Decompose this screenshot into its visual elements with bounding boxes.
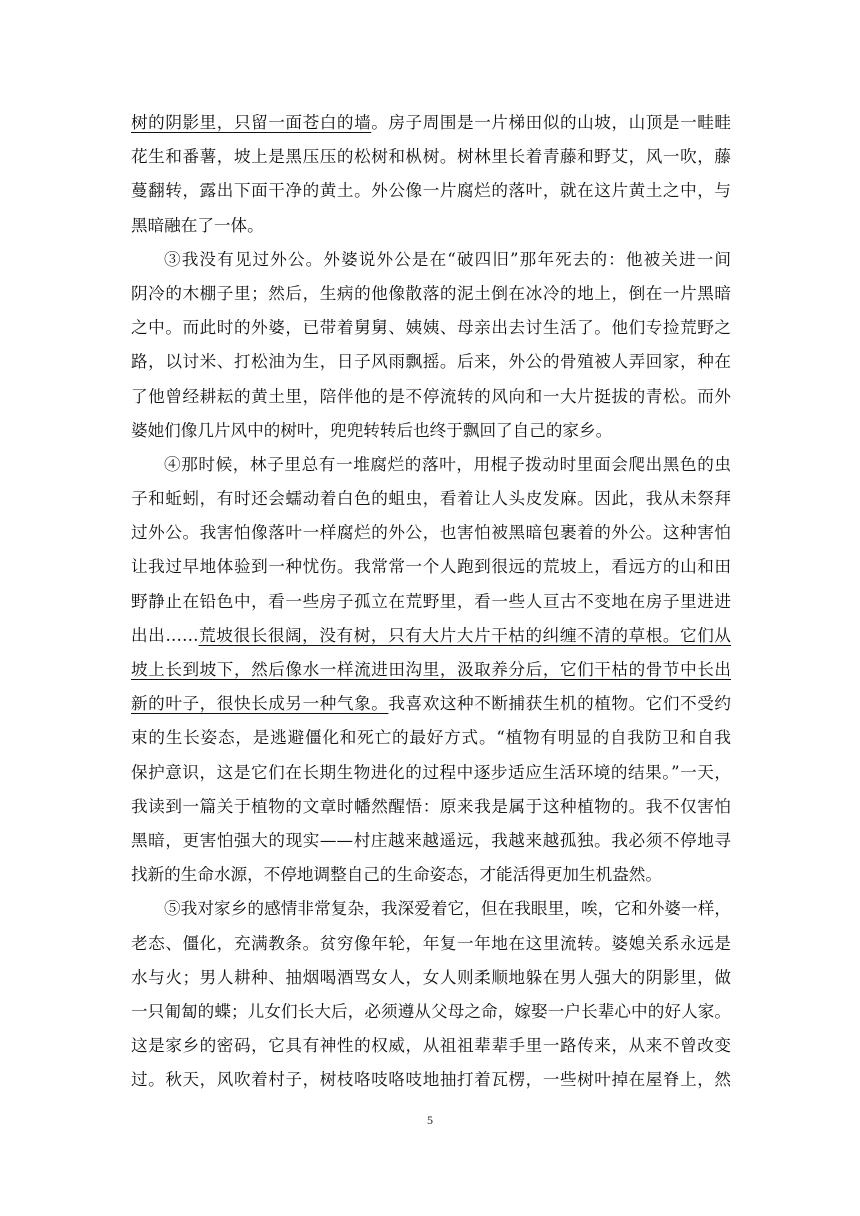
text-segment: 我读到一篇关于植物的文章时幡然醒悟：原来我是属于这种植物的。我不仅害怕 xyxy=(131,796,731,816)
text-segment: 这是家乡的密码，它具有神性的权威，从祖祖辈辈手里一路传来，从来不曾改变 xyxy=(131,1036,731,1056)
text-segment: 之中。而此时的外婆，已带着舅舅、姨姨、母亲出去讨生活了。他们专捡荒野之 xyxy=(131,318,731,338)
text-segment: 我喜欢这种不断捕获生机的植物。它们不受约 xyxy=(388,694,732,714)
text-line xyxy=(131,585,731,619)
text-line xyxy=(131,961,731,995)
text-line xyxy=(131,1063,731,1097)
text-line xyxy=(131,311,731,345)
text-segment: 一只匍匐的蝶；儿女们长大后，必须遵从父母之命，嫁娶一户长辈心中的好人家。 xyxy=(131,1001,731,1021)
page-number: 5 xyxy=(427,1113,433,1127)
underlined-text: 树的阴影里，只留一面苍白的墙 xyxy=(131,113,372,132)
text-line xyxy=(131,516,731,550)
text-line xyxy=(131,550,731,584)
text-line xyxy=(131,756,731,790)
text-line xyxy=(131,687,731,721)
text-segment: 过。秋天，风吹着村子，树枝咯吱咯吱地抽打着瓦楞，一些树叶掉在屋脊上，然 xyxy=(131,1070,731,1090)
text-segment: 让我过早地体验到一种忧伤。我常常一个人跑到很远的荒坡上，看远方的山和田 xyxy=(131,557,731,577)
text-segment: ④那时候，林子里总有一堆腐烂的落叶，用棍子拨动时里面会爬出黑色的虫 xyxy=(164,454,731,474)
text-line xyxy=(131,653,731,687)
text-segment: ③我没有见过外公。外婆说外公是在“破四旧”那年死去的：他被关进一间 xyxy=(164,249,731,269)
text-segment: 出出…… xyxy=(131,625,199,645)
text-line xyxy=(131,1029,731,1063)
text-segment: 了他曾经耕耘的黄土里，陪伴他的是不停流转的风向和一大片挺拔的青松。而外 xyxy=(131,386,731,406)
text-line xyxy=(131,174,731,208)
text-segment: 找新的生命水源，不停地调整自己的生命姿态，才能活得更加生机盎然。 xyxy=(131,865,662,885)
text-segment: 路，以讨米、打松油为生，日子风雨飘摇。后来，外公的骨殖被人弄回家，种在 xyxy=(131,352,731,372)
text-segment: 。房子周围是一片梯田似的山坡，山顶是一畦畦 xyxy=(371,113,732,132)
text-line xyxy=(131,858,731,892)
text-line xyxy=(131,790,731,824)
text-segment: 蔓翻转，露出下面干净的黄土。外公像一片腐烂的落叶，就在这片黄土之中，与 xyxy=(131,181,731,201)
text-segment: 保护意识，这是它们在长期生物进化的过程中逐步适应生活环境的结果。”一天， xyxy=(131,762,731,782)
text-line xyxy=(131,277,731,311)
text-line xyxy=(131,824,731,858)
text-segment: 子和蚯蚓，有时还会蠕动着白色的蛆虫，看着让人头皮发麻。因此，我从未祭拜 xyxy=(131,489,731,509)
text-line xyxy=(131,414,731,448)
text-segment: 花生和番薯，坡上是黑压压的松树和枞树。树林里长着青藤和野艾，风一吹，藤 xyxy=(131,147,731,167)
underlined-text: 新的叶子，很快长成另一种气象。 xyxy=(131,694,389,714)
text-line xyxy=(131,619,731,653)
text-line xyxy=(131,927,731,961)
text-line xyxy=(131,243,731,277)
text-segment: ⑤我对家乡的感情非常复杂，我深爱着它，但在我眼里，唉，它和外婆一样， xyxy=(164,899,731,919)
text-line xyxy=(131,448,731,482)
text-segment: 阴冷的木棚子里；然后，生病的他像散落的泥土倒在冰冷的地上，倒在一片黑暗 xyxy=(131,283,731,303)
body-text xyxy=(131,106,731,1097)
text-line xyxy=(131,995,731,1029)
text-segment: 婆她们像几片风中的树叶，兜兜转转后也终于飘回了自己的家乡。 xyxy=(131,420,613,440)
underlined-text: 坡上长到坡下，然后像水一样流进田沟里，汲取养分后，它们干枯的骨节中长出 xyxy=(131,660,731,679)
text-line xyxy=(131,380,731,414)
text-line xyxy=(131,345,731,379)
text-line xyxy=(131,892,731,926)
text-segment: 黑暗，更害怕强大的现实——村庄越来越遥远，我越来越孤独。我必须不停地寻 xyxy=(131,830,731,850)
text-line xyxy=(131,140,731,174)
underlined-text: 荒坡很长很阔，没有树，只有大片大片干枯的纠缠不清的草根。它们从 xyxy=(198,625,732,645)
text-segment: 老态、僵化，充满教条。贫穷像年轮，年复一年地在这里流转。婆媳关系永远是 xyxy=(131,933,731,953)
text-line xyxy=(131,721,731,755)
text-segment: 过外公。我害怕像落叶一样腐烂的外公，也害怕被黑暗包裹着的外公。这种害怕 xyxy=(131,523,731,543)
text-line xyxy=(131,106,731,140)
text-segment: 水与火；男人耕种、抽烟喝酒骂女人，女人则柔顺地躲在男人强大的阴影里，做 xyxy=(131,967,731,987)
text-segment: 束的生长姿态，是逃避僵化和死亡的最好方式。“植物有明显的自我防卫和自我 xyxy=(131,728,731,748)
text-segment: 黑暗融在了一体。 xyxy=(131,215,264,235)
text-line xyxy=(131,209,731,243)
text-line xyxy=(131,482,731,516)
text-segment: 野静止在铅色中，看一些房子孤立在荒野里，看一些人亘古不变地在房子里进进 xyxy=(131,591,731,611)
